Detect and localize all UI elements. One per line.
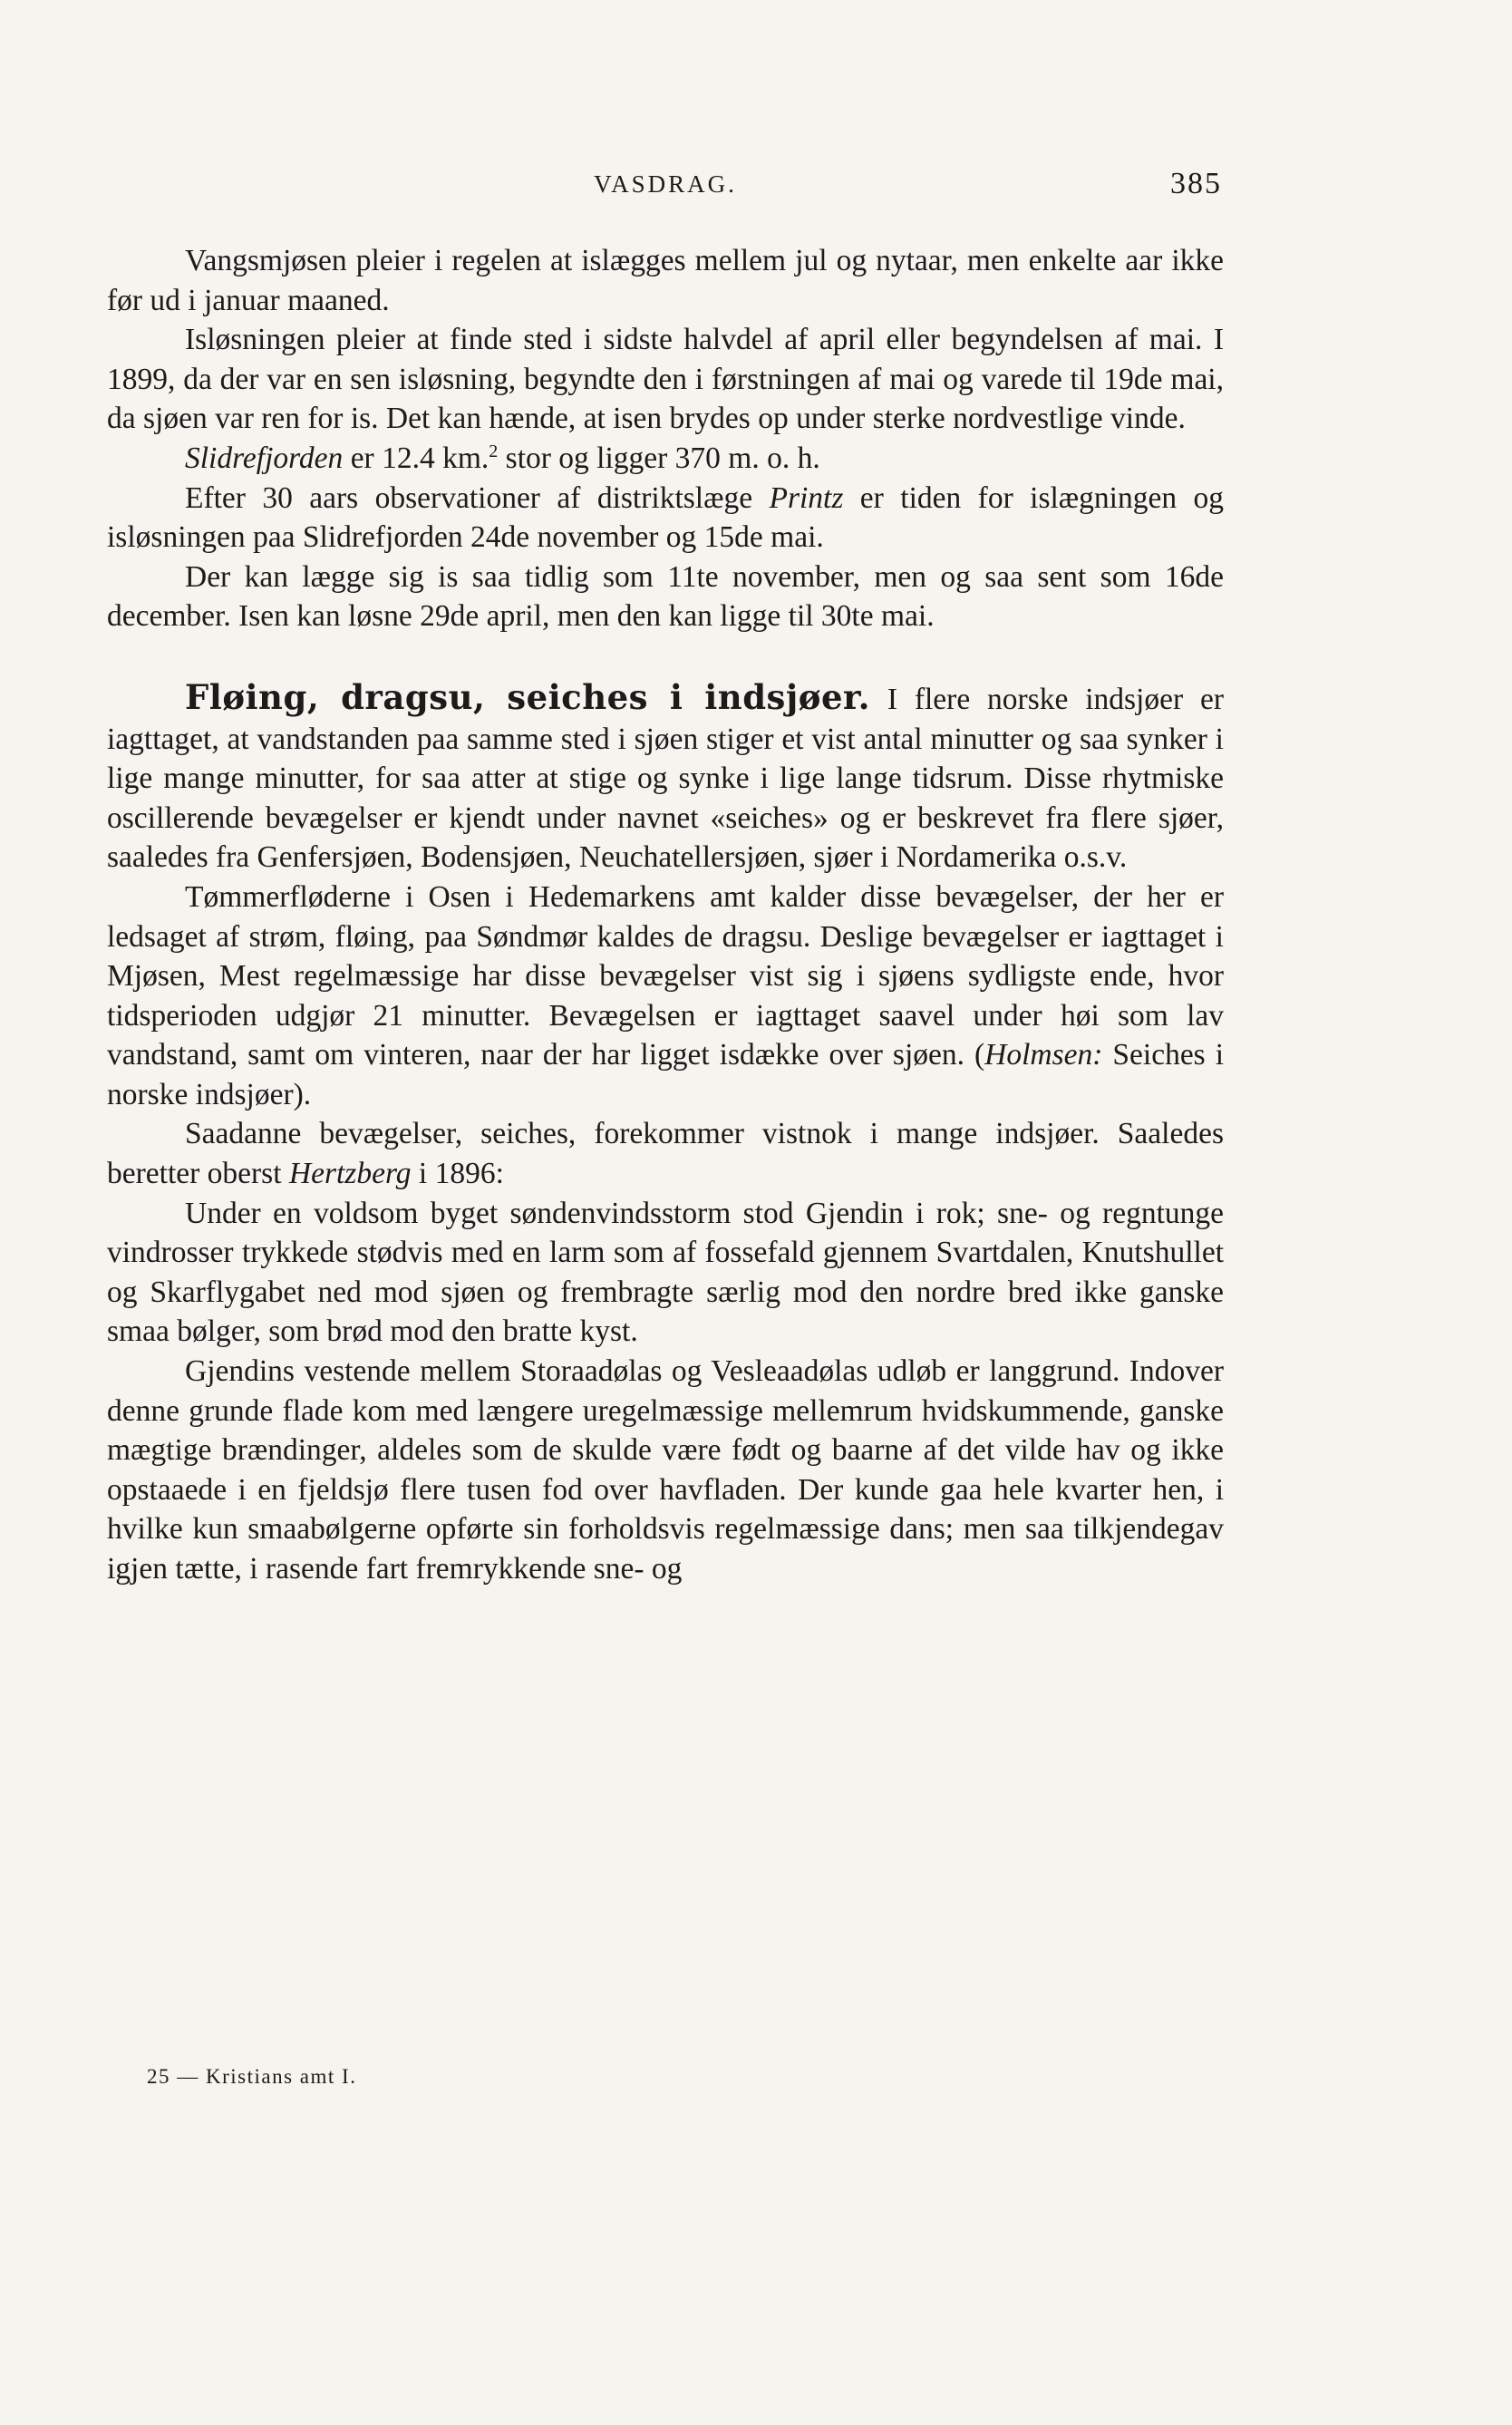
paragraph-vangsmjosen bbox=[107, 241, 1224, 320]
paragraph-text: stor og ligger 370 m. o. h. bbox=[498, 441, 820, 475]
italic-term: Slidrefjorden bbox=[185, 441, 344, 475]
paragraph-text: Der kan lægge sig is saa tidlig som 11te november, men og saa sent som 16de december. Isen kan løsne 29de april, men den kan ligge til 30te mai. bbox=[107, 559, 1224, 634]
italic-name: Hertzberg bbox=[288, 1157, 412, 1191]
paragraph-slidrefjorden bbox=[107, 439, 1224, 479]
paragraph-text: er 12.4 km. bbox=[343, 441, 489, 475]
running-head bbox=[109, 167, 1222, 216]
paragraph-text: Seiches i norske indsjøer). bbox=[107, 1038, 1225, 1111]
paragraph-text: I flere norske indsjøer er iagttaget, at vandstanden paa samme sted i sjøen stiger et vist antal minutter og saa synker i lige mange minutter, for saa atter at stige og synke i lige lange tidsrum. Disse rhytmiske oscillerende bevægelser er kjendt under navnet «seiches» og er beskrevet fra flere sjøer, saaledes fra Genfersjøen, Bodensjøen, Neuchatellersjøen, sjøer i Nordamerika o.s.v. bbox=[107, 682, 1224, 875]
paragraph-text: Under en voldsom byget søndenvindsstorm stod Gjendin i rok; sne- og regntunge vindrosser trykkede stødvis med en larm som af fossefald gjennem Svartdalen, Knutshullet og Skarflygabet ned mod sjøen og frembragte særlig mod den nordre bred ikke ganske smaa bølger, som brød mod den bratte kyst. bbox=[107, 1196, 1224, 1349]
paragraph-printz bbox=[107, 479, 1224, 558]
paragraph-gjendin-storm bbox=[107, 1194, 1224, 1352]
paragraph-islosning bbox=[107, 320, 1224, 439]
paragraph-tommerfloderne bbox=[107, 878, 1224, 1115]
paragraph-text: Gjendins vestende mellem Storaadølas og Vesleaadølas udløb er langgrund. Indover denne grunde flade kom med længere uregelmæssige mellemrum hvidskummende, ganske mægtige brændinger, aldeles som de skulde være født og baarne af det vilde hav og ikke opstaaede i en fjeldsjø flere tusen fod over havfladen. Der kunde gaa hele kvarter hen, i hvilke kun smaabølgerne opførte sin forholdsvis regelmæssige dans; men saa tilkjendegav igjen tætte, i rasende fart fremrykkende sne- og bbox=[107, 1354, 1224, 1586]
paragraph-text: i 1896: bbox=[411, 1157, 504, 1191]
signature-mark: 25 — Kristians amt I. bbox=[147, 2065, 357, 2088]
section-heading: Fløing, dragsu, seiches i indsjøer. bbox=[185, 676, 870, 717]
paragraph-text: er tiden for islægningen og isløsningen paa Slidrefjorden 24de november og 15de mai. bbox=[107, 480, 1224, 555]
paragraph-seiches bbox=[107, 678, 1224, 878]
paragraph-saadanne bbox=[107, 1114, 1224, 1193]
paragraph-text: Efter 30 aars observationer af distriktslæge bbox=[185, 480, 770, 515]
paragraph-text: Tømmerfløderne i Osen i Hedemarkens amt kalder disse bevægelser, der her er ledsaget af strøm, fløing, paa Søndmør kaldes de dragsu. Deslige bevægelser er iagttaget i Mjøsen, Mest regelmæssige har disse bevægelser vist sig i sjøens sydligste ende, hvor tidsperioden udgjør 21 minutter. Bevægelsen er iagttaget saavel under høi som lav vandstand, samt om vinteren, naar der har ligget isdække over sjøen. ( bbox=[107, 879, 1224, 1072]
running-title: VASDRAG. bbox=[594, 170, 737, 198]
paragraph-text: Saadanne bevægelser, seiches, forekommer vistnok i mange indsjøer. Saaledes beretter oberst bbox=[107, 1117, 1224, 1191]
italic-name: Printz bbox=[769, 480, 844, 515]
paragraph-text: Vangsmjøsen pleier i regelen at islægges mellem jul og nytaar, men enkelte aar ikke før ud i januar maaned. bbox=[107, 244, 1224, 317]
page-number: 385 bbox=[1170, 167, 1222, 200]
paragraph-text: Isløsningen pleier at finde sted i sidste halvdel af april eller begyndelsen af mai. I 1899, da der var en sen isløsning, begyndte den i førstningen af mai og varede til 19de mai, da sjøen var ren for is. Det kan hænde, at isen brydes op under sterke nordvestlige vinde. bbox=[107, 323, 1224, 436]
paragraph-november bbox=[107, 558, 1224, 636]
body-text bbox=[107, 241, 1224, 1589]
paragraph-gjendin-vestende bbox=[107, 1352, 1224, 1589]
superscript: 2 bbox=[489, 441, 499, 461]
italic-name: Holmsen: bbox=[984, 1038, 1103, 1072]
